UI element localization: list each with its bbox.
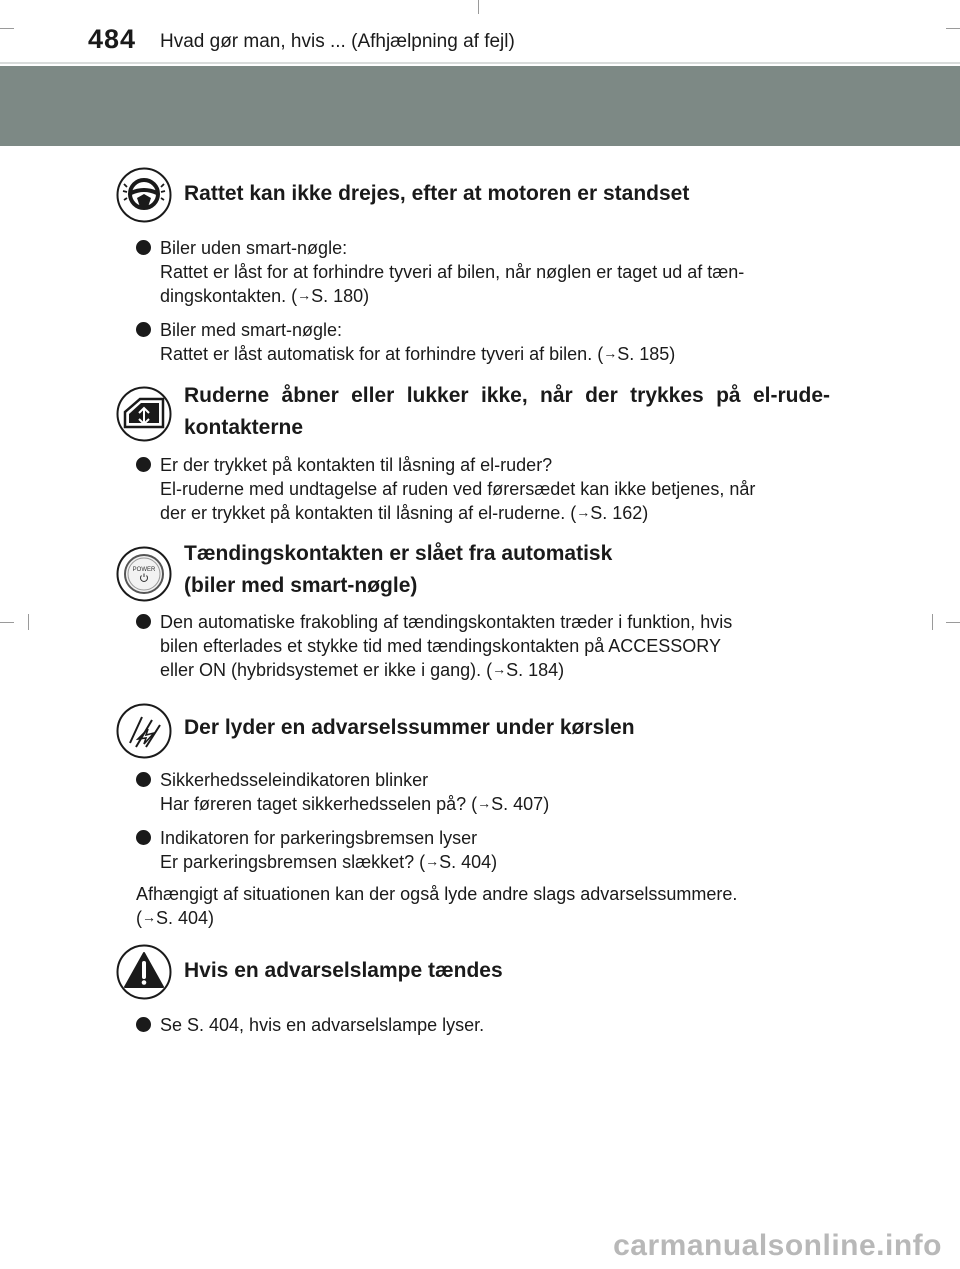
- warning-triangle-icon: [116, 944, 172, 1000]
- page-reference: S. 185): [617, 344, 676, 364]
- item-text: Den automatiske frakobling af tændingskontakten træder i funktion, hvis: [160, 612, 733, 632]
- list-item: [136, 826, 836, 875]
- note-paragraph: Afhængigt af situationen kan der også lyde andre slags advarselssummere. (→S. 404): [136, 884, 738, 928]
- page-header-title: Hvad gør man, hvis ... (Afhjælpning af fejl): [160, 31, 515, 52]
- section-title: Der lyder en advarselssummer under kørslen: [184, 716, 635, 739]
- header-divider: [0, 62, 960, 64]
- item-text-end: Har føreren taget sikkerhedsselen på? (→S. 407): [160, 792, 836, 817]
- page-reference: S. 404): [439, 852, 498, 872]
- arrow-right-icon: →: [425, 853, 440, 869]
- bullet-icon: [136, 830, 151, 845]
- list-item: [136, 236, 836, 309]
- list-item: [136, 1013, 836, 1037]
- list-item: [136, 453, 836, 526]
- crop-mark: [0, 622, 14, 623]
- section-title: Tændingskontakten er slået fra automatisk (biler med smart-nøgle): [184, 542, 613, 597]
- power-label: POWER: [132, 567, 156, 573]
- power-window-icon: [116, 386, 172, 442]
- steering-wheel-lock-icon: [116, 167, 172, 223]
- bullet-icon: [136, 614, 151, 629]
- list-item: [136, 318, 836, 367]
- page-reference: S. 162): [590, 503, 649, 523]
- item-heading: Sikkerhedsseleindikatoren blinker: [160, 770, 429, 790]
- bullet-icon: [136, 457, 151, 472]
- section-title: Ruderne åbner eller lukker ikke, når der trykkes på el-rude-kontakterne: [184, 384, 830, 439]
- list-item: [136, 768, 836, 817]
- item-text: Rattet er låst for at forhindre tyveri af bilen, når nøglen er taget ud af tæn-: [160, 262, 745, 282]
- item-text-end: dingskontakten. (→S. 180): [160, 284, 836, 309]
- power-button-icon: [116, 546, 172, 602]
- arrow-right-icon: →: [297, 287, 312, 303]
- item-text: Se S. 404, hvis en advarselslampe lyser.: [160, 1015, 485, 1035]
- bullet-icon: [136, 240, 151, 255]
- item-heading: Er der trykket på kontakten til låsning af el-ruder?: [160, 455, 553, 475]
- crop-mark: [946, 28, 960, 29]
- page-reference: S. 184): [506, 660, 565, 680]
- crop-mark: [932, 614, 933, 630]
- header-band: [0, 66, 960, 146]
- watermark: carmanualsonline.info: [613, 1229, 942, 1262]
- list-item: [136, 610, 836, 683]
- page-reference: S. 407): [491, 794, 550, 814]
- page-reference: S. 180): [311, 286, 370, 306]
- crop-mark: [946, 622, 960, 623]
- item-heading: Indikatoren for parkeringsbremsen lyser: [160, 828, 478, 848]
- crop-mark: [478, 0, 479, 14]
- item-text: El-ruderne med undtagelse af ruden ved førersædet kan ikke betjenes, når: [160, 479, 756, 499]
- page-reference: S. 404): [156, 908, 215, 928]
- arrow-right-icon: →: [477, 795, 492, 811]
- bullet-icon: [136, 1017, 151, 1032]
- arrow-right-icon: →: [492, 661, 507, 677]
- page-number: 484: [88, 24, 137, 54]
- item-text: bilen efterlades et stykke tid med tændingskontakten på ACCESSORY: [160, 636, 721, 656]
- item-text-end: eller ON (hybridsystemet er ikke i gang). (→S. 184): [160, 658, 836, 683]
- bullet-icon: [136, 772, 151, 787]
- section-title: Rattet kan ikke drejes, efter at motoren er standset: [184, 182, 690, 205]
- bullet-icon: [136, 322, 151, 337]
- crop-mark: [0, 28, 14, 29]
- warning-buzzer-icon: [116, 703, 172, 759]
- item-heading: Biler uden smart-nøgle:: [160, 238, 348, 258]
- item-heading: Biler med smart-nøgle:: [160, 320, 343, 340]
- section-title: Hvis en advarselslampe tændes: [184, 959, 503, 982]
- item-text-end: der er trykket på kontakten til låsning af el-ruderne. (→S. 162): [160, 501, 836, 526]
- item-text-end: Er parkeringsbremsen slækket? (→S. 404): [160, 850, 836, 875]
- arrow-right-icon: →: [576, 504, 591, 520]
- arrow-right-icon: →: [603, 345, 618, 361]
- item-text-end: Rattet er låst automatisk for at forhindre tyveri af bilen. (→S. 185): [160, 342, 836, 367]
- crop-mark: [28, 614, 29, 630]
- arrow-right-icon: →: [142, 909, 156, 925]
